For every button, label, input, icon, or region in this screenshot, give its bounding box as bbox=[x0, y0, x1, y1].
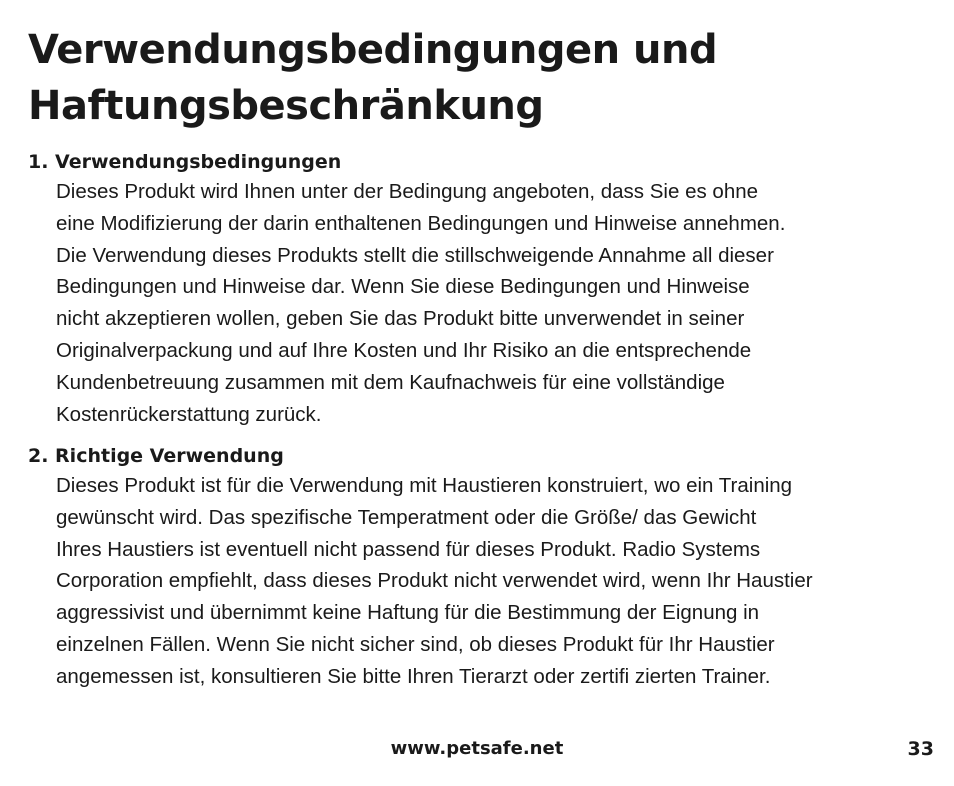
paragraph-line: Kundenbetreuung zusammen mit dem Kaufnachweis für eine vollständige bbox=[56, 370, 725, 394]
paragraph-line: Corporation empfiehlt, dass dieses Produkt nicht verwendet wird, wenn Ihr Haustier bbox=[56, 569, 813, 593]
section-heading: 1. Verwendungsbedingungen bbox=[28, 151, 342, 173]
section-body bbox=[56, 176, 931, 430]
paragraph-line: Kostenrückerstattung zurück. bbox=[56, 402, 322, 426]
paragraph-line: Die Verwendung dieses Produkts stellt die stillschweigende Annahme all dieser bbox=[56, 243, 774, 267]
paragraph-line: Dieses Produkt wird Ihnen unter der Bedingung angeboten, dass Sie es ohne bbox=[56, 180, 759, 203]
section-body bbox=[56, 470, 931, 693]
paragraph-line: angemessen ist, konsultieren Sie bitte Ihren Tierarzt oder zertifi zierten Trainer. bbox=[56, 664, 771, 688]
footer-website-link[interactable]: www.petsafe.net bbox=[390, 738, 564, 759]
paragraph-line: Dieses Produkt ist für die Verwendung mit Haustieren konstruiert, wo ein Training bbox=[56, 474, 793, 497]
paragraph-line: Ihres Haustiers ist eventuell nicht passend für dieses Produkt. Radio Systems bbox=[56, 537, 761, 561]
page-title: Verwendungsbedingungen und Haftungsbeschränkung bbox=[28, 27, 718, 129]
paragraph-line: einzelnen Fällen. Wenn Sie nicht sicher sind, ob dieses Produkt für Ihr Haustier bbox=[56, 632, 775, 656]
page-number: 33 bbox=[907, 738, 934, 760]
paragraph-line: gewünscht wird. Das spezifische Temperatment oder die Größe/ das Gewicht bbox=[56, 505, 757, 529]
paragraph-line: eine Modifizierung der darin enthaltenen Bedingungen und Hinweise annehmen. bbox=[56, 211, 786, 235]
section-proper-use bbox=[28, 442, 928, 693]
paragraph-line: Bedingungen und Hinweise dar. Wenn Sie diese Bedingungen und Hinweise bbox=[56, 275, 750, 299]
paragraph-line: Originalverpackung und auf Ihre Kosten und Ihr Risiko an die entsprechende bbox=[56, 338, 752, 362]
section-terms-of-use bbox=[28, 148, 928, 430]
paragraph-line: aggressivist und übernimmt keine Haftung für die Bestimmung der Eignung in bbox=[56, 601, 760, 625]
section-heading: 2. Richtige Verwendung bbox=[28, 445, 284, 467]
paragraph-line: nicht akzeptieren wollen, geben Sie das Produkt bitte unverwendet in seiner bbox=[56, 307, 745, 331]
